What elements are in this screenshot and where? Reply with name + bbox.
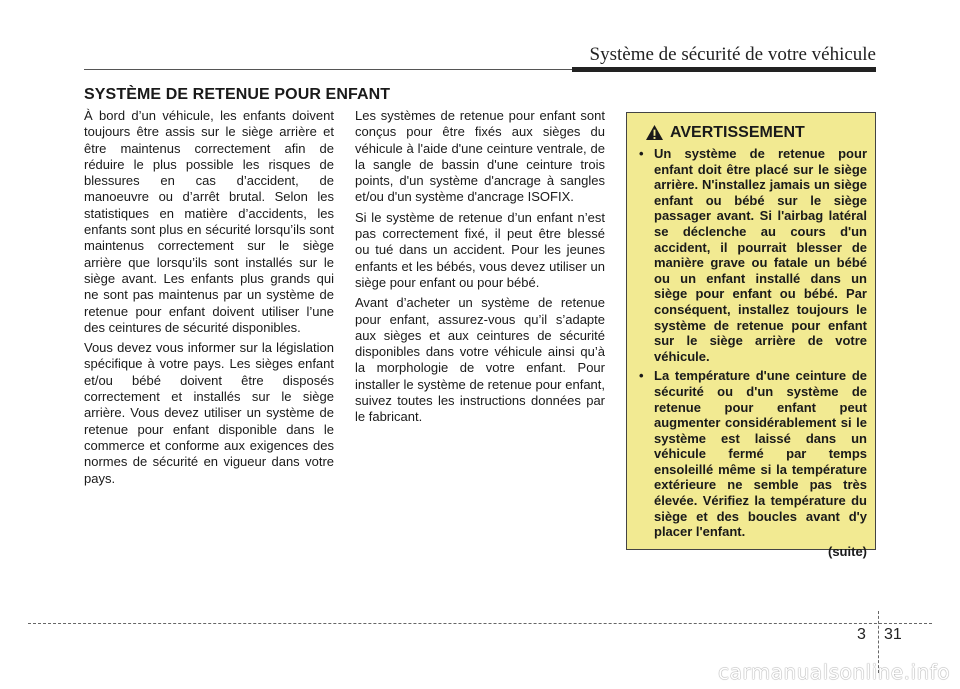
page-number: 31	[884, 626, 902, 643]
chapter-number: 3	[857, 626, 866, 643]
continued-label: (suite)	[828, 543, 867, 559]
paragraph: À bord d’un véhicule, les enfants doivent toujours être assis sur le siège arrière et être maintenus correctement afin de réduire le plus possible les risques de blessures en cas d’accident, de manoeuvre ou d’arrêt brutal. Selon les statistiques en matière d’accidents, les enfants sont plus en sécurité lorsqu’ils sont maintenus correctement sur le siège arrière que lorsqu’ils sont installés sur le siège avant. Les enfants plus grands qui ne sont pas maintenus par un système de retenue pour enfant doivent utiliser l’une des ceintures de sécurité disponibles.	[84, 108, 334, 335]
text-column-1	[84, 108, 334, 491]
warning-box	[626, 112, 876, 559]
paragraph: Vous devez vous informer sur la législation spécifique à votre pays. Les sièges enfant et/ou bébé doivent être disposés correctement et installés sur le siège arrière. Vous devez utiliser un système de retenue pour enfant disponible dans le commerce et conforme aux exigences des normes de sécurité en vigueur dans votre pays.	[84, 340, 334, 486]
paragraph: Les systèmes de retenue pour enfant sont conçus pour être fixés aux sièges du véhicule à l'aide d'une ceinture ventrale, de la sangle de bassin d'une ceinture trois points, d'un système d'ancrage à sangles et/ou d'un système d'ancrage ISOFIX.	[355, 108, 605, 205]
section-title: SYSTÈME DE RETENUE POUR ENFANT	[84, 86, 391, 103]
bullet: •	[639, 146, 644, 161]
bullet: •	[639, 368, 644, 384]
footer-rule	[28, 623, 932, 624]
chapter-title: Système de sécurité de votre véhicule	[589, 44, 876, 65]
warning-label: AVERTISSEMENT	[670, 123, 805, 141]
watermark: carmanualsonline.info	[718, 660, 950, 684]
text-column-2	[355, 108, 605, 430]
header-rule-accent	[572, 67, 876, 72]
paragraph: Si le système de retenue d’un enfant n’est pas correctement fixé, il peut être blessé ou tué dans un accident. Pour les jeunes enfants et les bébés, vous devez utiliser un siège pour enfant ou pour bébé.	[355, 209, 605, 290]
warning-item	[637, 368, 867, 540]
warning-item-text: La température d'une ceinture de sécurité ou d'un système de retenue pour enfant peut augmenter considérablement si le système est laissé dans un véhicule fermé par temps ensoleillé même si la température extérieure ne semble pas très élevée. Vérifiez la température du siège et des boucles avant d'y placer l'enfant.	[654, 368, 867, 540]
warning-item	[637, 146, 867, 364]
paragraph: Avant d’acheter un système de retenue pour enfant, assurez-vous qu’il s’adapte aux sièges et aux ceintures de sécurité disponibles dans votre véhicule ainsi qu’à la morphologie de votre enfant. Pour installer le système de retenue pour enfant, suivez toutes les instructions données par le fabricant.	[355, 295, 605, 425]
warning-item-text: Un système de retenue pour enfant doit être placé sur le siège arrière. N'installez jamais un siège enfant ou bébé sur le siège passager avant. Si l'airbag latéral se déclenche au cours d'un accident, il pourrait blesser de manière grave ou fatale un bébé ou un enfant installé dans un siège pour enfant ou bébé. Par conséquent, installez toujours le système de retenue pour enfant sur le siège arrière de votre véhicule.	[654, 146, 867, 364]
warning-list	[637, 146, 867, 540]
warning-triangle-icon	[645, 124, 664, 141]
warning-header	[637, 124, 867, 141]
